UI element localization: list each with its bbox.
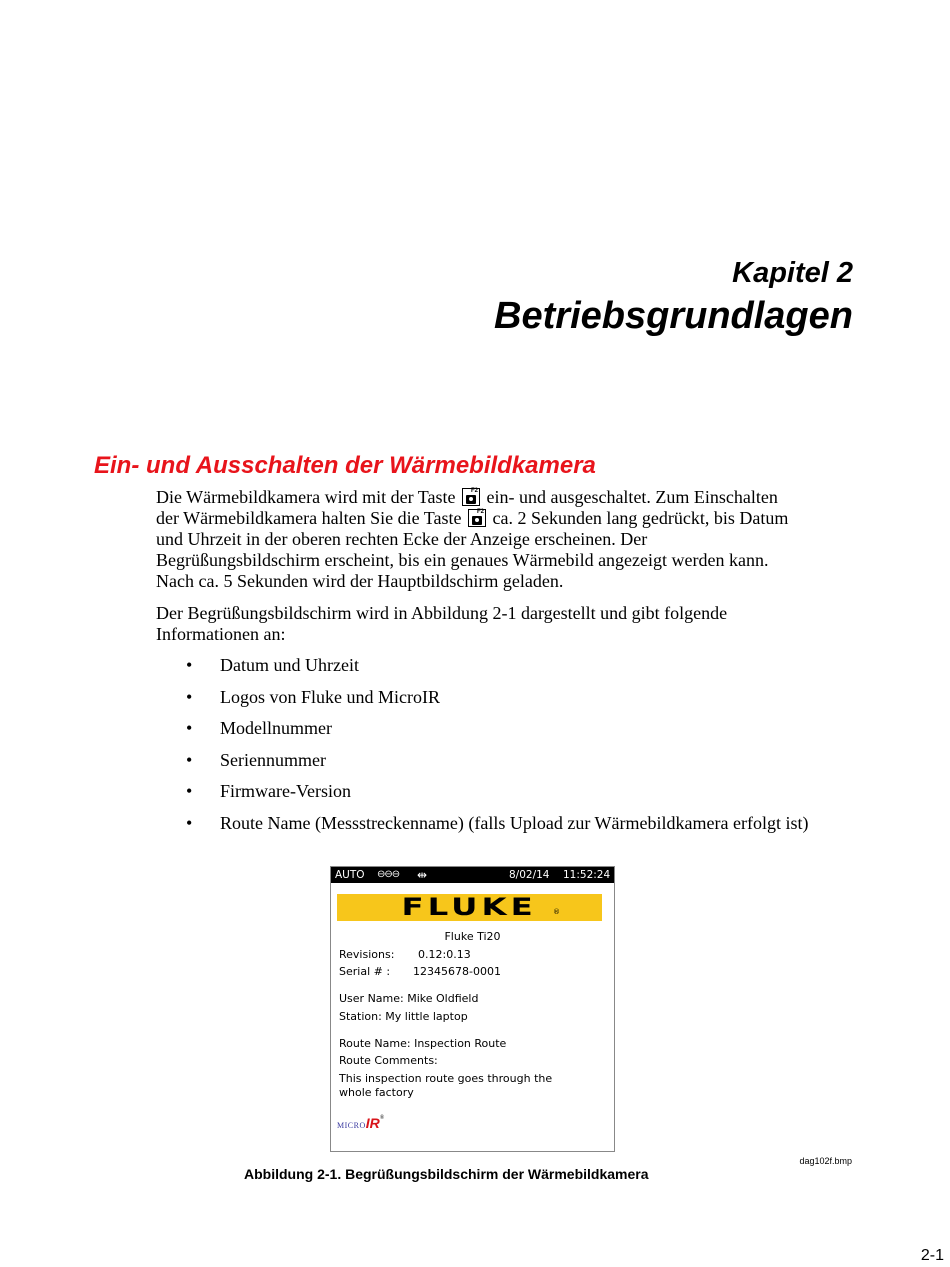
power-key-icon [468, 509, 486, 527]
paragraph-power [156, 487, 856, 592]
bullet-icon: • [186, 812, 193, 833]
figure-caption: Abbildung 2-1. Begrüßungsbildschirm der Wärmebildkamera [244, 1166, 649, 1182]
paragraph-text: und Uhrzeit in der oberen rechten Ecke der Anzeige erscheinen. Der [156, 529, 648, 549]
bullet-icon: • [186, 655, 193, 675]
paragraph-text: Informationen an: [156, 624, 286, 644]
serial-value: 12345678-0001 [413, 965, 501, 978]
paragraph-text: ca. 2 Sekunden lang gedrückt, bis Datum [487, 508, 789, 528]
revisions-label: Revisions: [339, 948, 395, 961]
welcome-screen-figure [330, 866, 615, 1152]
power-key-icon [462, 488, 480, 506]
fluke-logo [337, 894, 602, 921]
list-item-text: Firmware-Version [220, 781, 351, 802]
revisions-value: 0.12:0.13 [418, 948, 471, 961]
paragraph-text: ein- und ausgeschaltet. Zum Einschalten [481, 487, 778, 507]
section-heading: Ein- und Ausschalten der Wärmebildkamera [94, 452, 596, 479]
mode-indicator: AUTO [335, 869, 365, 881]
fluke-logo-text: FLUKE [401, 893, 538, 921]
paragraph-text: der Wärmebildkamera halten Sie die Taste [156, 508, 466, 528]
model-number: Fluke Ti20 [444, 930, 501, 943]
user-name: User Name: Mike Oldfield [339, 992, 479, 1005]
status-date: 8/02/14 [509, 869, 550, 881]
list-item [186, 655, 808, 687]
route-name: Route Name: Inspection Route [339, 1037, 507, 1050]
microir-logo [337, 1115, 384, 1131]
list-item [186, 813, 808, 845]
list-item [186, 781, 808, 813]
paragraph-text: Die Wärmebildkamera wird mit der Taste [156, 487, 460, 507]
bullet-icon: • [186, 781, 193, 802]
bullet-icon: • [186, 718, 193, 739]
list-item [186, 718, 808, 750]
battery-icon: ⊖⊖⊖ [377, 869, 400, 880]
registered-mark: ® [379, 1115, 385, 1121]
key-label: F2 [476, 509, 484, 515]
chapter-label: Kapitel 2 [732, 257, 853, 289]
camera-icon [466, 495, 476, 504]
list-item-text: Seriennummer [220, 749, 326, 770]
microir-logo-micro: MICRO [337, 1121, 366, 1130]
paragraph-text: Nach ca. 5 Sekunden wird der Hauptbildschirm geladen. [156, 571, 564, 591]
paragraph-text: Der Begrüßungsbildschirm wird in Abbildung 2-1 dargestellt und gibt folgende [156, 603, 728, 623]
serial-label: Serial # : [339, 965, 391, 978]
registered-mark: ® [553, 908, 560, 916]
list-item-text: Modellnummer [220, 718, 332, 739]
microir-logo-ir: IR [365, 1115, 380, 1131]
figure-file-reference: dag102f.bmp [799, 1156, 852, 1166]
route-comments-label: Route Comments: [339, 1054, 438, 1067]
key-label: F2 [470, 488, 478, 494]
bullet-icon: • [186, 749, 193, 770]
station: Station: My little laptop [339, 1010, 468, 1023]
list-item-text: Datum und Uhrzeit [220, 655, 359, 675]
status-time: 11:52:24 [563, 869, 611, 881]
list-item-text: Route Name (Messstreckenname) (falls Upload zur Wärmebildkamera erfolgt ist) [220, 812, 809, 833]
camera-icon [472, 516, 482, 525]
paragraph-intro [156, 603, 856, 645]
bullet-icon: • [186, 686, 193, 707]
route-comments-text: whole factory [339, 1086, 414, 1099]
route-comments-text: This inspection route goes through the [339, 1072, 553, 1085]
list-item-text: Logos von Fluke und MicroIR [220, 686, 440, 707]
status-bar [331, 867, 614, 883]
usb-icon: ⇹ [417, 868, 428, 882]
page-number: 2-1 [920, 1247, 944, 1264]
paragraph-text: Begrüßungsbildschirm erscheint, bis ein genaues Wärmebild angezeigt werden kann. [156, 550, 769, 570]
list-item [186, 750, 808, 782]
info-bullet-list [186, 655, 808, 845]
list-item [186, 687, 808, 719]
chapter-title: Betriebsgrundlagen [494, 295, 853, 337]
